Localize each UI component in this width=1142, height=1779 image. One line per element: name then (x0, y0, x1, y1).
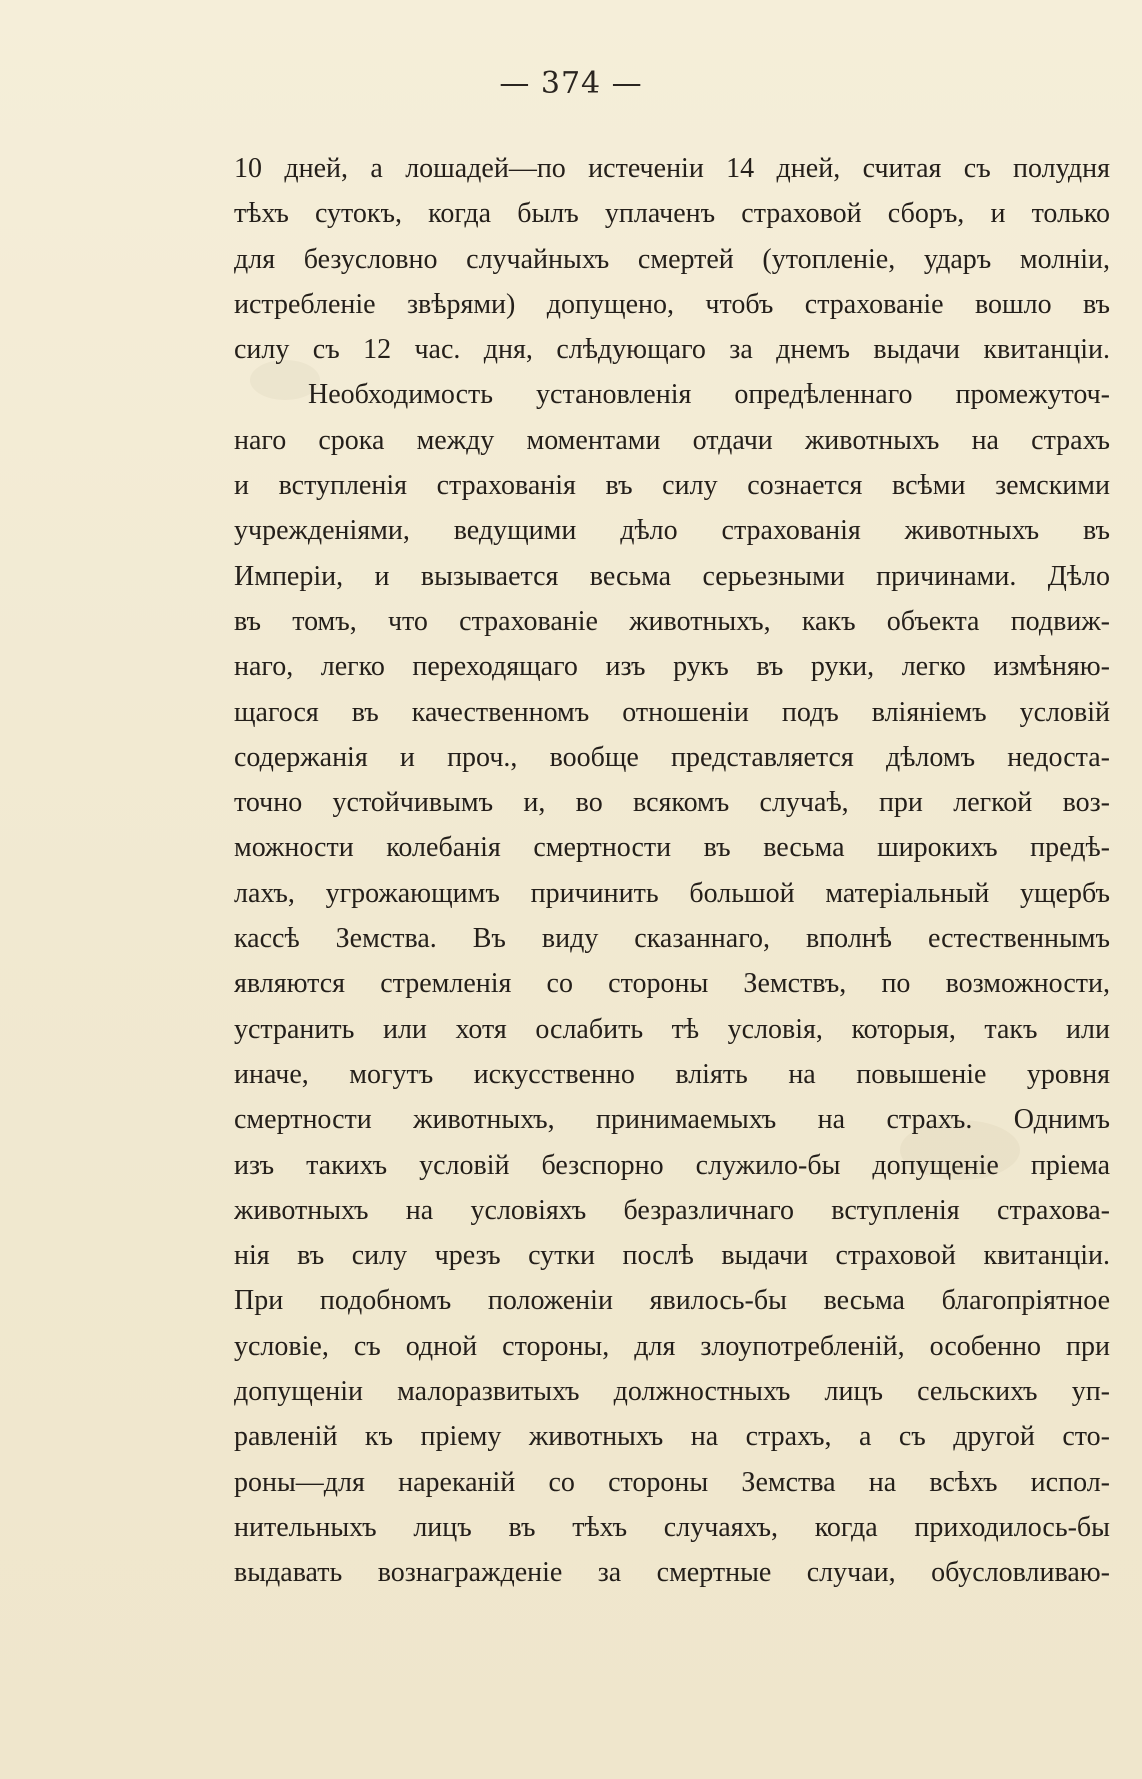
text-line: иначе, могутъ искусственно вліять на повышеніе уровня (234, 1058, 1110, 1090)
text-line: изъ такихъ условій безспорно служило-бы допущеніе пріема (234, 1149, 1110, 1181)
text-line: учрежденіями, ведущими дѣло страхованія животныхъ въ (234, 515, 1110, 547)
text-line: содержанія и проч., вообще представляется дѣломъ недоста- (234, 741, 1110, 773)
text-line: нія въ силу чрезъ сутки послѣ выдачи страховой квитанціи. (234, 1240, 1110, 1272)
text-line: щагося въ качественномъ отношеніи подъ вліяніемъ условій (234, 696, 1110, 728)
text-line: животныхъ на условіяхъ безразличнаго вступленія страхова- (234, 1194, 1110, 1226)
text-line: лахъ, угрожающимъ причинить большой матеріальный ущербъ (234, 877, 1110, 909)
text-line: допущеніи малоразвитыхъ должностныхъ лицъ сельскихъ уп- (234, 1376, 1110, 1408)
text-line: истребленіе звѣрями) допущено, чтобъ страхованіе вошло въ (234, 288, 1110, 320)
text-line: устранить или хотя ослабить тѣ условія, которыя, такъ или (234, 1013, 1110, 1045)
text-line: Имперіи, и вызывается весьма серьезными причинами. Дѣло (234, 560, 1110, 592)
text-line: можности колебанія смертности въ весьма широкихъ предѣ- (234, 832, 1110, 864)
text-line: условіе, съ одной стороны, для злоупотребленій, особенно при (234, 1330, 1110, 1362)
text-line: равленій къ пріему животныхъ на страхъ, а съ другой сто- (234, 1421, 1110, 1453)
text-line: точно устойчивымъ и, во всякомъ случаѣ, при легкой воз- (234, 787, 1110, 819)
text-line: смертности животныхъ, принимаемыхъ на страхъ. Однимъ (234, 1104, 1110, 1136)
text-line: являются стремленія со стороны Земствъ, по возможности, (234, 968, 1110, 1000)
text-line: При подобномъ положеніи явилось-бы весьма благопріятное (234, 1285, 1110, 1317)
text-line: наго, легко переходящаго изъ рукъ въ руки, легко измѣняю- (234, 651, 1110, 683)
page-number: — 374 — (499, 66, 643, 101)
text-line: для безусловно случайныхъ смертей (утопленіе, ударъ молніи, (234, 243, 1110, 275)
text-line: нительныхъ лицъ въ тѣхъ случаяхъ, когда приходилось-бы (234, 1511, 1110, 1543)
text-line: кассѣ Земства. Въ виду сказаннаго, вполнѣ естественнымъ (234, 923, 1110, 955)
text-line: выдавать вознагражденіе за смертные случаи, обусловливаю- (234, 1557, 1110, 1589)
text-line: Необходимость установленія опредѣленнаго промежуточ- (308, 379, 1110, 411)
text-line: силу съ 12 час. дня, слѣдующаго за днемъ выдачи квитанціи. (234, 334, 1110, 366)
text-line: тѣхъ сутокъ, когда былъ уплаченъ страховой сборъ, и только (234, 198, 1110, 230)
text-line: и вступленія страхованія въ силу сознается всѣми земскими (234, 470, 1110, 502)
text-line: въ томъ, что страхованіе животныхъ, какъ объекта подвиж- (234, 605, 1110, 637)
text-line: наго срока между моментами отдачи животныхъ на страхъ (234, 424, 1110, 456)
text-line: 10 дней, а лошадей—по истеченіи 14 дней, считая съ полудня (234, 153, 1110, 184)
body-text (234, 146, 1110, 1596)
text-line: роны—для нареканій со стороны Земства на всѣхъ испол- (234, 1466, 1110, 1498)
